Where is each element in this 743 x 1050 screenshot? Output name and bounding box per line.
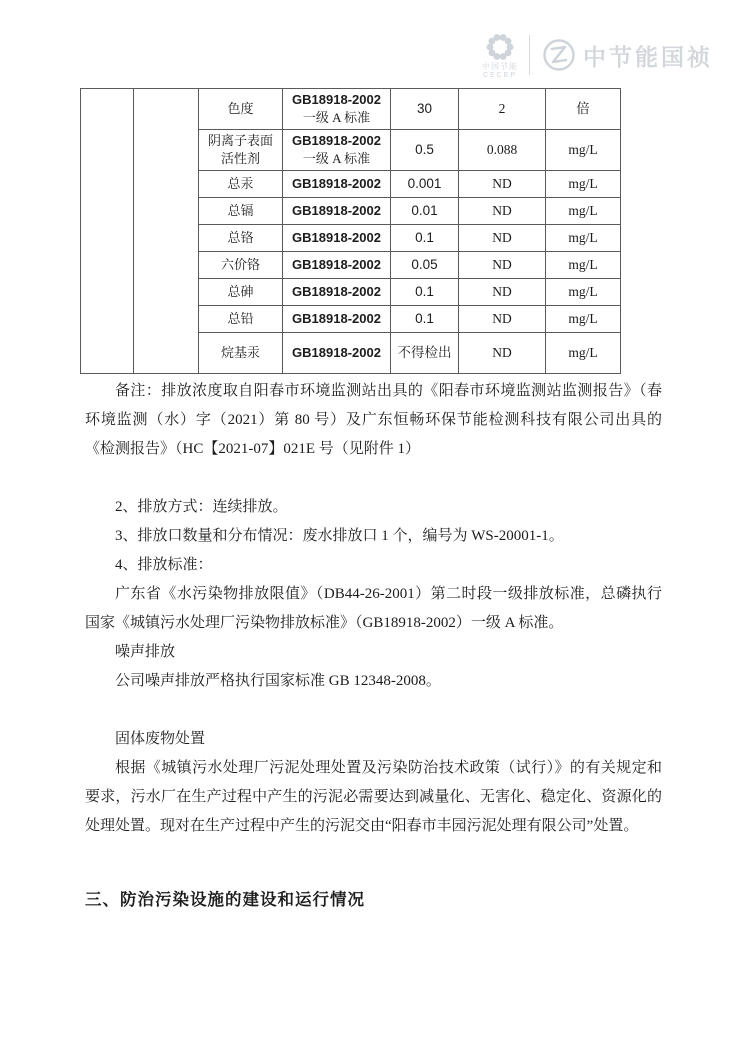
parameter-cell: 烷基汞 <box>199 333 283 374</box>
parameter-cell: 总铬 <box>199 225 283 252</box>
paragraph: 噪声排放 <box>115 644 176 660</box>
standard-code: GB18918-2002 <box>292 133 381 149</box>
paragraph: 固体废物处置 <box>115 731 206 747</box>
paragraph: 根据《城镇污水处理厂污泥处理处置及污染防治技术政策（试行）》的有关规定和要求，污水厂在生产过程中产生的污泥必需要达到减量化、无害化、稳定化、资源化的处理处置。现对在生产过程中产生的污泥交由“阳春市丰园污泥处理有限公司”处置。 <box>85 760 662 834</box>
guozhen-circle-z-icon <box>541 37 577 73</box>
standard-cell <box>283 171 391 198</box>
limit-value-cell: 不得检出 <box>391 333 459 374</box>
guozhen-wordmark: 中节能国祯 <box>583 43 713 70</box>
standard-cell <box>283 198 391 225</box>
pollutant-monitoring-table <box>80 88 621 374</box>
measured-value-cell: ND <box>459 171 546 198</box>
carryover-cell-1 <box>81 89 134 374</box>
parameter-cell: 总汞 <box>199 171 283 198</box>
paragraph: 广东省《水污染物排放限值》（DB44-26-2001）第二时段一级排放标准，总磷执行国家《城镇污水处理厂污染物排放标准》（GB18918-2002）一级 A 标准。 <box>85 586 662 631</box>
measured-value-cell: ND <box>459 333 546 374</box>
standard-grade: 一级 A 标准 <box>302 110 371 125</box>
paragraph: 3、排放口数量和分布情况：废水排放口 1 个，编号为 WS-20001-1。 <box>115 528 564 544</box>
limit-value-cell: 0.1 <box>391 225 459 252</box>
measured-value-cell: ND <box>459 252 546 279</box>
pollutant-table-body <box>81 89 621 374</box>
body-paragraphs <box>85 377 662 841</box>
measured-value-cell: ND <box>459 279 546 306</box>
limit-value-cell: 0.05 <box>391 252 459 279</box>
standard-cell <box>283 306 391 333</box>
parameter-cell: 阴离子表面活性剂 <box>199 130 283 171</box>
standard-code: GB18918-2002 <box>292 92 381 108</box>
cecep-wordmark-en: CECEP <box>482 71 518 79</box>
parameter-cell: 总镉 <box>199 198 283 225</box>
measured-value-cell: ND <box>459 198 546 225</box>
standard-cell <box>283 333 391 374</box>
standard-code: GB18918-2002 <box>292 203 381 219</box>
unit-cell: mg/L <box>546 306 621 333</box>
parameter-cell: 六价铬 <box>199 252 283 279</box>
section-heading: 三、防治污染设施的建设和运行情况 <box>85 891 365 909</box>
unit-cell: mg/L <box>546 225 621 252</box>
guozhen-logo-block <box>541 37 713 73</box>
unit-cell: mg/L <box>546 130 621 171</box>
standard-cell <box>283 279 391 306</box>
company-logo-header <box>482 30 713 80</box>
measured-value-cell: 2 <box>459 89 546 130</box>
standard-cell <box>283 252 391 279</box>
standard-code: GB18918-2002 <box>292 311 381 327</box>
cecep-wordmark-cn: 中国节能 <box>482 61 518 71</box>
carryover-cell-2 <box>134 89 199 374</box>
standard-cell <box>283 130 391 171</box>
limit-value-cell: 0.1 <box>391 279 459 306</box>
paragraph: 备注：排放浓度取自阳春市环境监测站出具的《阳春市环境监测站监测报告》（春环境监测（水）字（2021）第 80 号）及广东恒畅环保节能检测科技有限公司出具的《检测报告》（HC【2021-07】021E 号（见附件 1） <box>85 383 662 457</box>
standard-code: GB18918-2002 <box>292 345 381 361</box>
unit-cell: mg/L <box>546 333 621 374</box>
standard-code: GB18918-2002 <box>292 257 381 273</box>
unit-cell: mg/L <box>546 279 621 306</box>
paragraph: 2、排放方式：连续排放。 <box>115 499 288 515</box>
paragraph: 公司噪声排放严格执行国家标准 GB 12348-2008。 <box>115 673 441 689</box>
document-body <box>85 377 662 915</box>
limit-value-cell: 30 <box>391 89 459 130</box>
unit-cell: mg/L <box>546 252 621 279</box>
standard-cell <box>283 89 391 130</box>
standard-code: GB18918-2002 <box>292 176 381 192</box>
measured-value-cell: ND <box>459 225 546 252</box>
standard-code: GB18918-2002 <box>292 230 381 246</box>
standard-code: GB18918-2002 <box>292 284 381 300</box>
limit-value-cell: 0.1 <box>391 306 459 333</box>
measured-value-cell: 0.088 <box>459 130 546 171</box>
standard-cell <box>283 225 391 252</box>
limit-value-cell: 0.01 <box>391 198 459 225</box>
limit-value-cell: 0.001 <box>391 171 459 198</box>
parameter-cell: 总砷 <box>199 279 283 306</box>
parameter-cell: 色度 <box>199 89 283 130</box>
parameter-cell: 总铅 <box>199 306 283 333</box>
standard-grade: 一级 A 标准 <box>302 151 371 166</box>
unit-cell: mg/L <box>546 198 621 225</box>
unit-cell: 倍 <box>546 89 621 130</box>
cecep-flower-icon <box>485 32 515 62</box>
paragraph: 4、排放标准： <box>115 557 213 573</box>
cecep-logo-block <box>482 32 518 79</box>
measured-value-cell: ND <box>459 306 546 333</box>
unit-cell: mg/L <box>546 171 621 198</box>
limit-value-cell: 0.5 <box>391 130 459 171</box>
table-row <box>81 89 621 130</box>
logo-divider <box>529 35 530 75</box>
